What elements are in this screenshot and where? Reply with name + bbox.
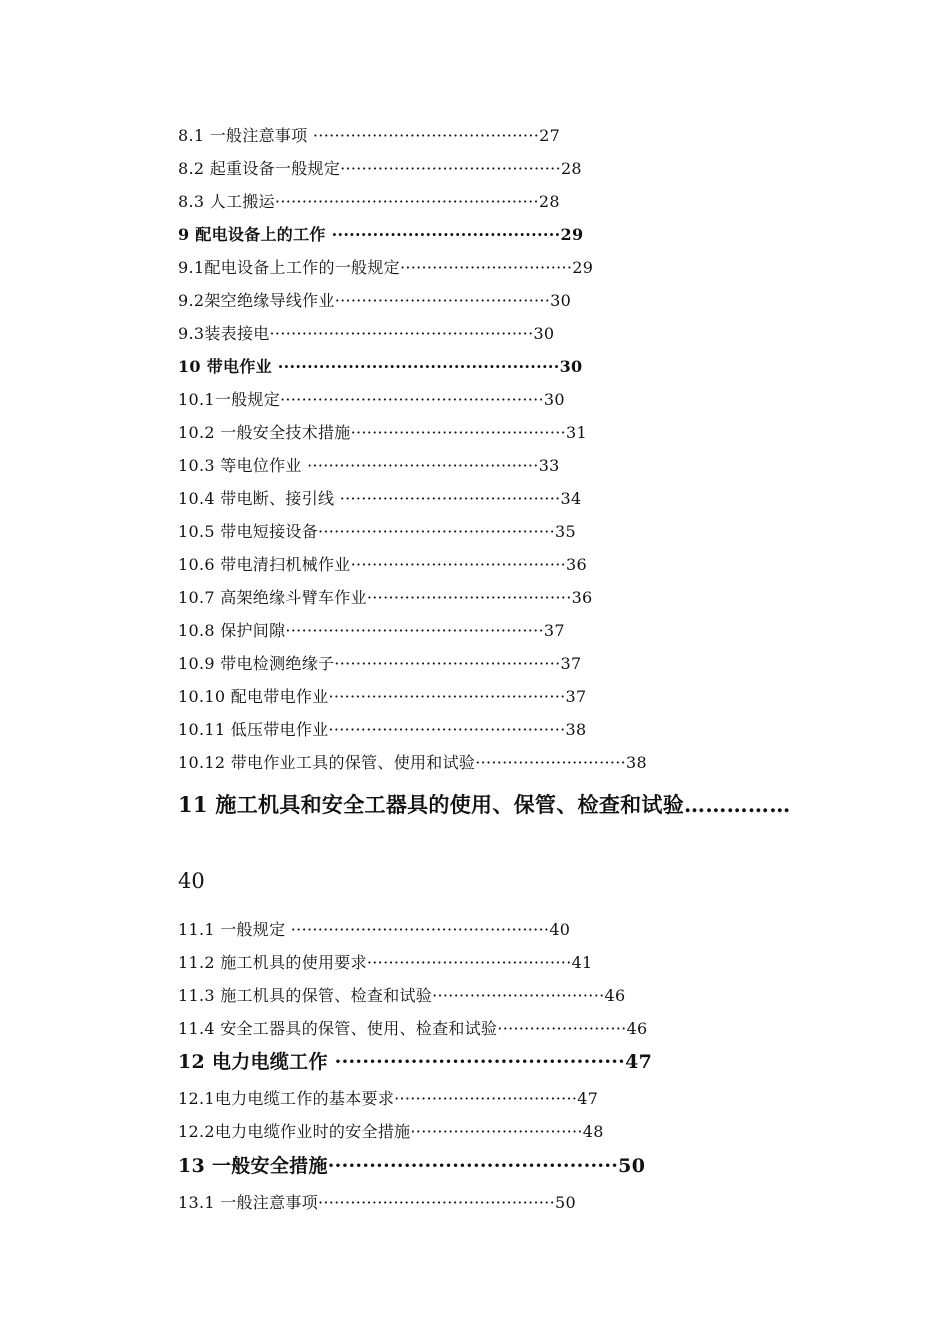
toc-entry-12[interactable]: 12 电力电缆工作 ··········································47 [178, 1051, 653, 1073]
toc-entry-10-5[interactable]: 10.5 带电短接设备············································35 [178, 522, 576, 541]
toc-entry-13-1[interactable]: 13.1 一般注意事项············································50 [178, 1193, 576, 1212]
toc-entry-10-8[interactable]: 10.8 保护间隙················································37 [178, 621, 565, 640]
toc-entry-10[interactable]: 10 带电作业 ················································30 [178, 357, 583, 376]
toc-entry-9[interactable]: 9 配电设备上的工作 ·······································29 [178, 225, 584, 244]
toc-entry-10-11[interactable]: 10.11 低压带电作业············································38 [178, 720, 587, 739]
toc-entry-10-12[interactable]: 10.12 带电作业工具的保管、使用和试验····························38 [178, 753, 647, 772]
toc-entry-12-1[interactable]: 12.1电力电缆工作的基本要求··································47 [178, 1089, 599, 1108]
toc-entry-11-2[interactable]: 11.2 施工机具的使用要求······································41 [178, 953, 593, 972]
toc-entry-8-2[interactable]: 8.2 起重设备一般规定·········································28 [178, 159, 582, 178]
toc-entry-11[interactable]: 11 施工机具和安全工器具的使用、保管、检查和试验…………… [178, 792, 791, 817]
toc-entry-9-3[interactable]: 9.3装表接电·················································30 [178, 324, 555, 343]
toc-entry-8-1[interactable]: 8.1 一般注意事项 ··········································27 [178, 126, 561, 145]
toc-entry-8-3[interactable]: 8.3 人工搬运·················································28 [178, 192, 560, 211]
toc-entry-10-6[interactable]: 10.6 带电清扫机械作业········································36 [178, 555, 588, 574]
toc-entry-10-10[interactable]: 10.10 配电带电作业············································37 [178, 687, 587, 706]
toc-entry-10-9[interactable]: 10.9 带电检测绝缘子··········································37 [178, 654, 582, 673]
toc-entry-10-3[interactable]: 10.3 等电位作业 ···········································33 [178, 456, 560, 475]
toc-entry-11-page: 40 [178, 869, 205, 893]
toc-entry-9-1[interactable]: 9.1配电设备上工作的一般规定································29 [178, 258, 594, 277]
toc-entry-13[interactable]: 13 一般安全措施··········································50 [178, 1155, 646, 1177]
toc-entry-10-4[interactable]: 10.4 带电断、接引线 ·········································34 [178, 489, 582, 508]
toc-entry-10-7[interactable]: 10.7 高架绝缘斗臂车作业······································36 [178, 588, 593, 607]
toc-entry-12-2[interactable]: 12.2电力电缆作业时的安全措施································48 [178, 1122, 604, 1141]
toc-entry-11-1[interactable]: 11.1 一般规定 ················································40 [178, 920, 571, 939]
toc-entry-10-1[interactable]: 10.1一般规定·················································30 [178, 390, 565, 409]
toc-entry-10-2[interactable]: 10.2 一般安全技术措施········································31 [178, 423, 588, 442]
toc-entry-9-2[interactable]: 9.2架空绝缘导线作业········································30 [178, 291, 572, 310]
toc-entry-11-3[interactable]: 11.3 施工机具的保管、检查和试验································46 [178, 986, 626, 1005]
toc-entry-11-4[interactable]: 11.4 安全工器具的保管、使用、检查和试验························46 [178, 1019, 648, 1038]
